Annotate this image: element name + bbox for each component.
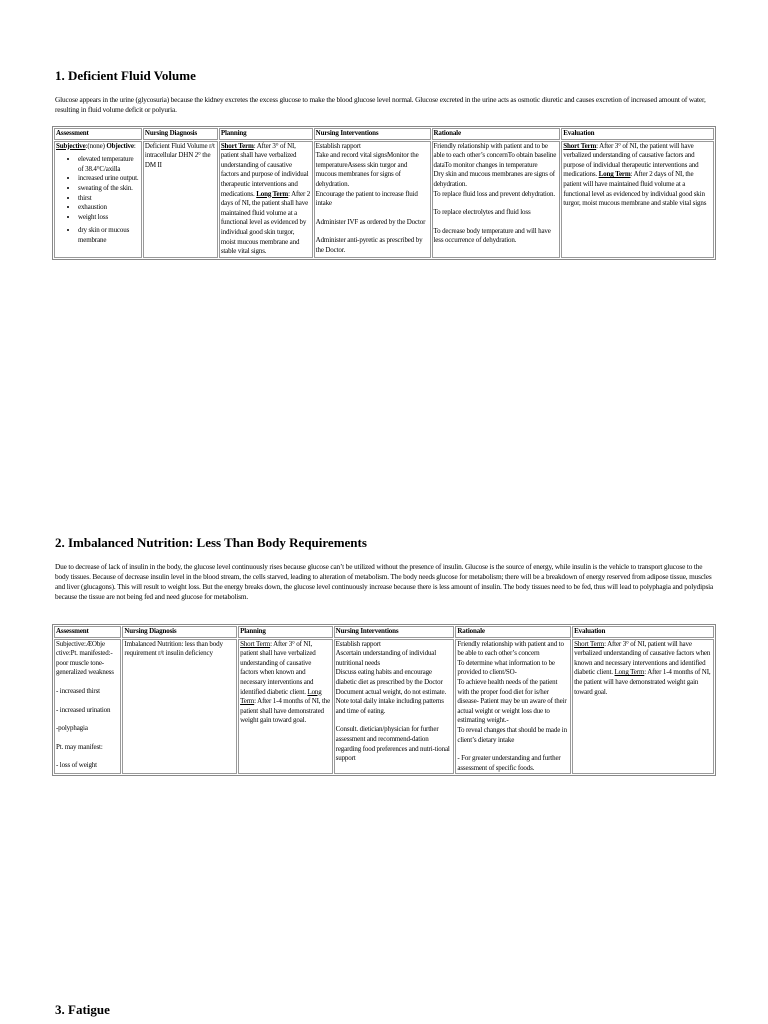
header-nursing-interventions: Nursing Interventions [334, 626, 455, 638]
header-rationale: Rationale [432, 128, 561, 140]
signs-list [56, 155, 140, 222]
list-item: • thirst [78, 194, 140, 204]
spacer [56, 697, 119, 706]
spacer [434, 218, 559, 227]
list-item: • dry skin or mucous membrane [78, 226, 140, 245]
spacer [56, 715, 119, 724]
spacer [316, 227, 429, 236]
diagnosis-cell: Imbalanced Nutrition: less than body requirement r/t insulin deficiency [122, 639, 237, 775]
planning-cell [238, 639, 333, 775]
spacer [56, 678, 119, 687]
short-term-label: Short Term [574, 639, 605, 648]
rationale-item: To reveal changes that should be made in client’s dietary intake [457, 725, 567, 744]
intervention-item: Ascertain understanding of individual nutritional needs [335, 649, 437, 667]
assessment-item: Subjective:ÆObje ctive:Pt. manifested:- poor muscle tone-generalized weakness [56, 639, 114, 677]
rationale-item: - For greater understanding and further assessment of specific foods. [457, 754, 561, 772]
list-item: • elevated temperature of 38.4°C/axilla [78, 155, 140, 174]
short-term-text: : After 3° of NI, patient will have verbalized understanding of causative factors when known and necessary interventions and identified diabetic client. [574, 639, 711, 677]
assessment-item: - increased thirst [56, 686, 100, 695]
care-plan-table-2 [52, 624, 716, 776]
rationale-item: Friendly relationship with patient and to be able to each other’s concernTo obtain baseline dataTo monitor changes in temperature [433, 141, 557, 169]
rationale-item: To replace electrolytes and fluid loss [433, 208, 531, 217]
header-planning: Planning [219, 128, 313, 140]
intervention-item: Take and record vital signsMonitor the temperatureAssess skin turgor and mucous membranes for signs of dehydration. [315, 151, 419, 188]
spacer [336, 716, 453, 725]
intervention-item: Administer IVF as ordered by the Doctor [315, 217, 426, 226]
long-term-text: : After 2 days of NI, the patient shall have maintained fluid volume at a functional level as evidenced by individual good skin turgor, moist mucous membrane and stable vital signs. [220, 189, 311, 256]
planning-cell [219, 141, 313, 258]
intervention-item: Consult. dietician/physician for further assessment and recommend-dation regarding food preferences and nutri-tional support [335, 725, 450, 763]
short-term-label: Short Term [563, 141, 597, 150]
header-nursing-interventions: Nursing Interventions [314, 128, 431, 140]
long-term-text: : After 1-4 months of NI, the patient shall have demonstrated weight gain toward goal. [240, 697, 331, 725]
rationale-item: To determine what information to be provided to client/SO- [457, 658, 555, 677]
long-term-text: : After 1-4 months of NI, the patient will have demonstrated weight gain toward goal. [574, 668, 711, 696]
table-header-row [54, 626, 714, 638]
list-item: • exhaustion [78, 203, 140, 213]
short-term-text: : After 3° of NI, the patient will have verbalized understanding of causative factors and purpose of individual therapeutic interventions and medications. [563, 141, 699, 179]
signs-list-extra [56, 226, 140, 245]
header-rationale: Rationale [455, 626, 571, 638]
table-row [54, 141, 714, 258]
intervention-item: Discuss eating habits and encourage diabetic diet as prescribed by the Doctor [335, 668, 443, 686]
assessment-item: Pt. may manifest: [56, 742, 103, 751]
assessment-item: -polyphagia [56, 724, 88, 733]
short-term-label: Short Term [220, 141, 254, 150]
rationale-item: To decrease body temperature and will have less occurrence of dehydration. [433, 226, 551, 245]
section-heading-imbalanced-nutrition: 2. Imbalanced Nutrition: Less Than Body Requirements [55, 535, 367, 550]
intervention-item: Establish rapport [315, 141, 361, 150]
header-nursing-diagnosis: Nursing Diagnosis [143, 128, 218, 140]
long-term-label: Long Term [614, 668, 645, 677]
intervention-item: Encourage the patient to increase fluid intake [315, 189, 418, 208]
table-row [54, 639, 714, 775]
list-item: • sweating of the skin. [78, 184, 140, 194]
objective-value: : [133, 141, 136, 150]
intervention-item: Document actual weight, do not estimate. [335, 687, 447, 696]
assessment-cell [54, 639, 121, 775]
rationale-item: To achieve health needs of the patient with the proper food diet for is/her disease- Patient may be un aware of their actual weight or weight loss due to estimating weight.- [457, 677, 567, 725]
header-nursing-diagnosis: Nursing Diagnosis [122, 626, 237, 638]
section-intro-paragraph: Due to decrease of lack of insulin in the body, the glucose level continuously rises because glucose can’t be utilized without the presence of insulin. Glucose is the source of energy, while insulin is the vehicle to transport glucose to the body tissues. Because of decrease insulin level in the blood stream, the cells starved, leading to alteration of metabolism. The body needs glucose for metabolism; there will be a breakdown of energy reserved from adipose tissue, muscles and liver (glucagons). This will result to weight loss. But the energy breaks down, the glucose level continuously increase because there is less amount of insulin. The body tissues need to be fed, thus will lead to polyphagia and polydipsia because the tissue are not being fed and need glucose for metabolism. [55, 562, 714, 601]
section-heading-deficient-fluid-volume: 1. Deficient Fluid Volume [55, 68, 196, 83]
rationale-item: Dry skin and mucous membranes are signs of dehydration. [433, 170, 555, 188]
table-header-row [54, 128, 714, 140]
spacer [316, 209, 429, 218]
short-term-text: : After 3° of NI, patient shall have verbalized understanding of causative factors when known and necessary interventions and identified diabetic client. [240, 639, 316, 696]
header-evaluation: Evaluation [572, 626, 714, 638]
header-assessment: Assessment [54, 626, 121, 638]
subjective-label: Subjective [56, 141, 86, 150]
list-item: • weight loss [78, 213, 140, 223]
intervention-item: Note total daily intake including patterns and time of eating. [335, 697, 444, 715]
short-term-text: : After 3° of NI, patient shall have verbalized understanding of causative factors and purpose of individual therapeutic interventions and medications. [220, 141, 309, 198]
short-term-label: Short Term [240, 639, 271, 648]
section-intro-paragraph: Glucose appears in the urine (glycosuria) because the kidney excretes the excess glucose to make the blood glucose level normal. Glucose excreted in the urine acts as osmotic diuretic and causes excretion of increased amount of water, resulting in fluid volume deficit or polyuria. [55, 95, 706, 114]
long-term-label: Long Term [256, 189, 289, 198]
intervention-item: Establish rapport [335, 639, 381, 648]
spacer [434, 199, 559, 208]
rationale-item: Friendly relationship with patient and to be able to each other’s concern [457, 639, 564, 658]
subjective-value: :(none) [85, 141, 105, 150]
diagnosis-cell: Deficient Fluid Volume r/t intracellular DHN 2° the DM II [143, 141, 218, 258]
rationale-cell [455, 639, 571, 775]
evaluation-cell [572, 639, 714, 775]
header-assessment: Assessment [54, 128, 142, 140]
header-evaluation: Evaluation [561, 128, 714, 140]
list-item: • increased urine output. [78, 174, 140, 184]
spacer [56, 752, 119, 761]
evaluation-cell [561, 141, 714, 258]
assessment-item: - increased urination [56, 705, 111, 714]
section-heading-fatigue: 3. Fatigue [55, 1002, 110, 1017]
assessment-item: - loss of weight [56, 761, 97, 770]
objective-label: Objective [106, 141, 134, 150]
header-planning: Planning [238, 626, 333, 638]
rationale-cell [432, 141, 561, 258]
interventions-cell [334, 639, 455, 775]
spacer [457, 745, 569, 754]
interventions-cell [314, 141, 431, 258]
care-plan-table-1 [52, 126, 716, 260]
long-term-label: Long Term [598, 170, 631, 179]
long-term-label: Long Term [240, 687, 322, 706]
assessment-cell [54, 141, 142, 258]
rationale-item: To replace fluid loss and prevent dehydration. [433, 189, 555, 198]
spacer [56, 734, 119, 743]
intervention-item: Administer anti-pyretic as prescribed by the Doctor. [315, 236, 423, 254]
long-term-text: : After 2 days of NI, the patient will have maintained fluid volume at a functional level as evidenced by individual good skin turgor, moist mucous membrane and stable vital signs [563, 170, 707, 208]
